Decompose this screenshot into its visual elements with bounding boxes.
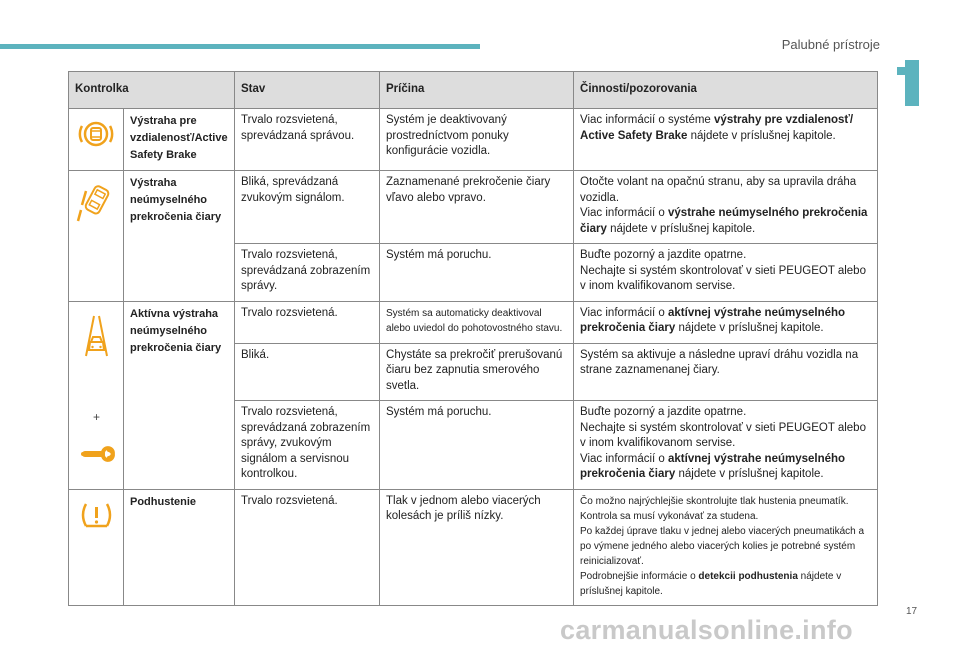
table-row — [69, 301, 878, 343]
lane-departure-warning-icon — [69, 171, 124, 231]
page-number: 17 — [906, 606, 918, 617]
action-text: Buďte pozorný a jazdite opatrne. Nechajte si systém skontrolovať v sieti PEUGEOT alebo v inom kvalifikovanom servise. Viac informácií o aktívnej výstrahe neúmyselného prekročenia čiary nájdete v príslušnej kapitole. — [574, 401, 878, 490]
header-accent-bar — [0, 44, 480, 49]
indicator-name: Výstraha pre vzdialenosť/Active Safety Brake — [124, 109, 235, 171]
cause-text: Systém má poruchu. — [380, 401, 574, 490]
active-lane-keeping-icon — [69, 306, 124, 366]
cause-text: Tlak v jednom alebo viacerých kolesách je príliš nízky. — [380, 489, 574, 605]
indicator-name: Výstraha neúmyselného prekročenia čiary — [124, 171, 235, 302]
state-text: Trvalo rozsvietená, sprevádzaná správou. — [235, 109, 380, 171]
table-header-row — [69, 72, 878, 109]
action-text: Buďte pozorný a jazdite opatrne. Nechajte si systém skontrolovať v sieti PEUGEOT alebo v inom kvalifikovanom servise. — [574, 244, 878, 302]
cause-text: Systém sa automaticky deaktivoval alebo uviedol do pohotovostného stavu. — [380, 301, 574, 343]
action-text: Systém sa aktivuje a následne upraví dráhu vozidla na strane zaznamenanej čiary. — [574, 343, 878, 401]
plus-sign: + — [93, 409, 101, 424]
state-text: Trvalo rozsvietená. — [235, 489, 380, 605]
tyre-pressure-icon — [69, 490, 124, 540]
state-text: Trvalo rozsvietená, sprevádzaná zobrazením správy, zvukovým signálom a servisnou kontrolkou. — [235, 401, 380, 490]
col-header-state: Stav — [235, 72, 380, 109]
table-row — [69, 489, 878, 605]
state-text: Bliká, sprevádzaná zvukovým signálom. — [235, 171, 380, 244]
cause-text: Systém je deaktivovaný prostredníctvom ponuky konfigurácie vozidla. — [380, 109, 574, 171]
table-row — [69, 109, 878, 171]
state-text: Bliká. — [235, 343, 380, 401]
cause-text: Chystáte sa prekročiť prerušovanú čiaru bez zapnutia smerového svetla. — [380, 343, 574, 401]
col-header-actions: Činnosti/pozorovania — [574, 72, 878, 109]
action-text: Otočte volant na opačnú stranu, aby sa upravila dráha vozidla. Viac informácií o výstrahe neúmyselného prekročenia čiary nájdete v príslušnej kapitole. — [574, 171, 878, 244]
active-safety-brake-icon — [69, 109, 124, 159]
col-header-indicator: Kontrolka — [69, 72, 235, 109]
col-header-cause: Príčina — [380, 72, 574, 109]
cause-text: Zaznamenané prekročenie čiary vľavo alebo vpravo. — [380, 171, 574, 244]
action-text: Čo možno najrýchlejšie skontrolujte tlak hustenia pneumatík. Kontrola sa musí vykonávať za studena. Po každej úprave tlaku v jednej alebo viacerých pneumatikách a po výmene jedného alebo viacerých kolies je potrebné systém reinicializovať. Podrobnejšie informácie o detekcii podhustenia nájdete v príslušnej kapitole. — [574, 489, 878, 605]
icon-cell — [69, 171, 124, 302]
indicator-name: Podhustenie — [124, 489, 235, 605]
cause-text: Systém má poruchu. — [380, 244, 574, 302]
icon-cell — [69, 109, 124, 171]
warning-lights-table — [68, 71, 878, 606]
icon-cell — [69, 489, 124, 605]
section-title: Palubné prístroje — [781, 37, 880, 52]
indicator-name: Aktívna výstraha neúmyselného prekročenia čiary — [124, 301, 235, 489]
watermark: carmanualsonline.info — [560, 615, 853, 645]
action-text: Viac informácií o systéme výstrahy pre vzdialenosť/ Active Safety Brake nájdete v príslušnej kapitole. — [574, 109, 878, 171]
icon-cell — [69, 301, 124, 489]
wrench-icon — [69, 440, 124, 470]
section-number — [897, 60, 920, 106]
state-text: Trvalo rozsvietená, sprevádzaná zobrazením správy. — [235, 244, 380, 302]
action-text: Viac informácií o aktívnej výstrahe neúmyselného prekročenia čiary nájdete v príslušnej kapitole. — [574, 301, 878, 343]
table-row — [69, 171, 878, 244]
state-text: Trvalo rozsvietená. — [235, 301, 380, 343]
